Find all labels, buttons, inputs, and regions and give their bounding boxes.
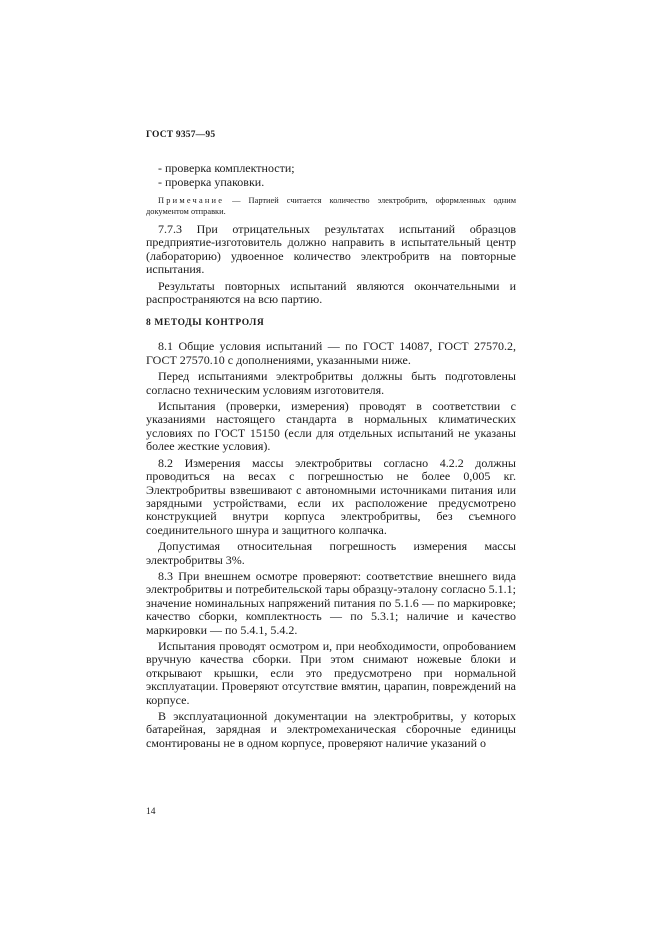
document-header: ГОСТ 9357—95 bbox=[146, 130, 216, 140]
document-page bbox=[146, 130, 516, 753]
note-text: — Партией считается количество электробритв, оформленных одним документом отправки. bbox=[146, 196, 516, 216]
paragraph: Результаты повторных испытаний являются окончательными и распространяются на всю партию. bbox=[146, 278, 516, 307]
paragraph: Испытания (проверки, измерения) проводят в соответствии с указаниями настоящего стандарта в нормальных климатических условиях по ГОСТ 15150 (если для отдельных испытаний не указаны более жесткие условия). bbox=[146, 399, 516, 454]
paragraph: 8.2 Измерения массы электробритвы согласно 4.2.2 должны проводиться на весах с погрешностью не более 0,005 кг. Электробритвы взвешивают с автономными источниками питания или зарядными устройствами, если их расположение предусмотрено конструкцией внутри корпуса электробритвы, без съемного соединительного шнура и защитного колпачка. bbox=[146, 455, 516, 537]
paragraph: 7.7.3 При отрицательных результатах испытаний образцов предприятие-изготовитель должно направить в испытательный центр (лабораторию) удвоенное количество электробритв на повторные испытания. bbox=[146, 222, 516, 277]
list-item: - проверка упаковки. bbox=[158, 175, 265, 189]
list-item: - проверка комплектности; bbox=[158, 161, 295, 175]
note bbox=[146, 195, 516, 217]
paragraph: Перед испытаниями электробритвы должны быть подготовлены согласно техническим условиям изготовителя. bbox=[146, 369, 516, 397]
paragraph: В эксплуатационной документации на электробритвы, у которых батарейная, зарядная и электромеханическая сборочные единицы смонтированы не в одном корпусе, проверяют наличие указаний о bbox=[146, 709, 516, 750]
paragraph: Испытания проводят осмотром и, при необходимости, опробованием вручную качества сборки. При этом снимают ножевые блоки и открывают крышки, если это предусмотрено при нормальной эксплуатации. Проверяют отсутствие вмятин, царапин, повреждений на корпусе. bbox=[146, 638, 516, 707]
paragraph: 8.3 При внешнем осмотре проверяют: соответствие внешнего вида электробритвы и потребительской тары образцу-эталону согласно 5.1.1; значение номинальных напряжений питания по 5.1.6 — по маркировке; качество сборки, комплектность — по 5.3.1; наличие и качество маркировки — по 5.4.1, 5.4.2. bbox=[146, 568, 516, 637]
page-number: 14 bbox=[146, 807, 156, 817]
paragraph: 8.1 Общие условия испытаний — по ГОСТ 14087, ГОСТ 27570.2, ГОСТ 27570.10 с дополнениями, указанными ниже. bbox=[146, 339, 516, 367]
note-label: Примечание bbox=[158, 196, 225, 205]
section-title: 8 МЕТОДЫ КОНТРОЛЯ bbox=[146, 318, 265, 329]
paragraph: Допустимая относительная погрешность измерения массы электробритвы 3%. bbox=[146, 539, 516, 567]
